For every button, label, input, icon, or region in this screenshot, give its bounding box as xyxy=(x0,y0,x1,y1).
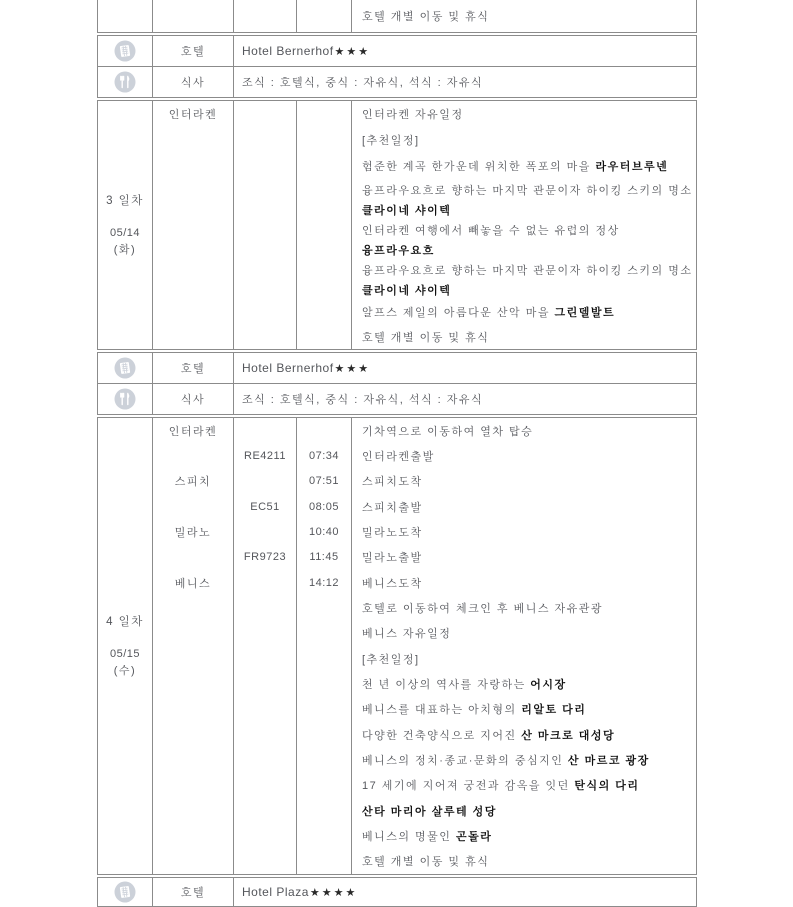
day-number: 4 일차 xyxy=(106,615,144,628)
meal-icon xyxy=(114,388,136,410)
hotel-label-cell xyxy=(153,36,234,66)
line-text: 밀라노도착 xyxy=(362,526,423,539)
meal-row xyxy=(98,67,696,97)
hotel-icon xyxy=(114,357,136,379)
location-slot xyxy=(153,101,233,127)
hotel-stars: ★★★ xyxy=(334,362,371,375)
hotel-name: Hotel Plaza xyxy=(242,885,309,899)
time-slot xyxy=(297,570,351,595)
line-bold-text: 융프라우요흐 xyxy=(362,245,435,257)
line-text: 17 세기에 지어져 궁전과 감옥을 잇던 xyxy=(362,780,575,793)
meal-label: 식사 xyxy=(180,77,206,89)
itinerary-line xyxy=(352,418,696,443)
time-column-cell xyxy=(297,0,352,32)
itinerary-line xyxy=(352,849,696,874)
meal-icon-cell xyxy=(98,384,153,414)
time-value: 10:40 xyxy=(308,525,340,538)
meal-detail-cell xyxy=(234,67,696,97)
line-text: 밀라노출발 xyxy=(362,552,423,565)
itinerary-line xyxy=(352,201,696,219)
line-text: 인터라켄출발 xyxy=(362,450,435,463)
train-code-slot xyxy=(234,418,296,443)
itinerary-line xyxy=(352,0,696,32)
time-value: 08:05 xyxy=(308,500,340,513)
day-date: 05/15 xyxy=(109,647,141,660)
meal-detail: 조식 : 호텔식, 중식 : 자유식, 석식 : 자유식 xyxy=(242,394,484,406)
location-label: 스피치 xyxy=(174,476,212,489)
itinerary-line xyxy=(352,545,696,570)
train-code-slot xyxy=(234,545,296,570)
line-text: 인터라켄 여행에서 빼놓을 수 없는 유럽의 정상 xyxy=(362,225,620,237)
line-bold-text: 산 마크로 대성당 xyxy=(521,729,616,742)
location-slot xyxy=(153,443,233,468)
day-weekday: (수) xyxy=(113,664,137,677)
itinerary-line xyxy=(352,646,696,671)
line-text: [추천일정] xyxy=(362,653,420,666)
description-column-cell xyxy=(352,101,696,349)
hotel-row xyxy=(98,878,696,906)
itinerary-line xyxy=(352,621,696,646)
location-column-cell xyxy=(153,418,234,874)
time-column-cell xyxy=(297,101,352,349)
location-column-cell xyxy=(153,101,234,349)
location-slot xyxy=(153,570,233,595)
line-text: 베니스도착 xyxy=(362,577,423,590)
line-bold-text: 산타 마리아 살루테 성당 xyxy=(362,805,497,818)
line-bold-text: 클라이네 샤이텍 xyxy=(362,285,452,297)
meal-detail: 조식 : 호텔식, 중식 : 자유식, 석식 : 자유식 xyxy=(242,77,484,89)
hotel-name-cell xyxy=(234,878,696,906)
itinerary-line-text: 호텔 개별 이동 및 휴식 xyxy=(362,11,490,23)
hotel-name-cell xyxy=(234,353,696,383)
hotel-label: 호텔 xyxy=(180,887,206,899)
meal-icon xyxy=(114,71,136,93)
description-column-cell xyxy=(352,418,696,874)
location-slot xyxy=(153,494,233,519)
train-code: RE4211 xyxy=(244,449,286,462)
time-slot xyxy=(297,545,351,570)
itinerary-line xyxy=(352,519,696,544)
itinerary-line xyxy=(352,773,696,798)
line-text: 융프라우요흐로 향하는 마지막 관문이자 하이킹 스키의 명소 xyxy=(362,185,693,197)
table-row xyxy=(98,101,696,349)
line-text: 인터라켄 자유일정 xyxy=(362,109,464,121)
itinerary-line xyxy=(352,259,696,281)
location-slot xyxy=(153,418,233,443)
table-row xyxy=(98,0,696,32)
hotel-icon-cell xyxy=(98,36,153,66)
hotel-label-cell xyxy=(153,353,234,383)
line-bold-text: 클라이네 샤이텍 xyxy=(362,205,452,217)
itinerary-line xyxy=(352,153,696,179)
time-value: 07:51 xyxy=(308,475,340,488)
time-column-cell xyxy=(297,418,352,874)
itinerary-line xyxy=(352,722,696,747)
hotel-meal-block-2 xyxy=(97,352,697,415)
itinerary-line xyxy=(352,219,696,241)
hotel-row xyxy=(98,36,696,66)
train-code: EC51 xyxy=(250,500,280,513)
line-bold-text: 곤돌라 xyxy=(456,830,493,843)
itinerary-line xyxy=(352,469,696,494)
day-number: 3 일차 xyxy=(106,194,144,207)
location-slot xyxy=(153,469,233,494)
time-value: 11:45 xyxy=(309,551,339,564)
itinerary-line xyxy=(352,127,696,153)
day4-day-cell xyxy=(98,418,153,874)
day4-section xyxy=(97,417,697,875)
hotel-label: 호텔 xyxy=(180,363,206,375)
meal-icon-cell xyxy=(98,67,153,97)
table-row xyxy=(98,418,696,874)
hotel-name-cell xyxy=(234,36,696,66)
meal-row xyxy=(98,384,696,414)
hotel-row xyxy=(98,353,696,383)
meal-detail-cell xyxy=(234,384,696,414)
line-text: 험준한 계곡 한가운데 위치한 폭포의 마을 xyxy=(362,161,596,173)
hotel-icon xyxy=(114,40,136,62)
line-text: 베니스의 정치·종교·문화의 중심지인 xyxy=(362,754,568,767)
line-text: 융프라우요흐로 향하는 마지막 관문이자 하이킹 스키의 명소 xyxy=(362,265,693,277)
line-text: 호텔 개별 이동 및 휴식 xyxy=(362,856,490,869)
line-bold-text: 그린델발트 xyxy=(554,306,616,319)
time-slot xyxy=(297,443,351,468)
train-code-slot xyxy=(234,494,296,519)
hotel-label-cell xyxy=(153,878,234,906)
itinerary-table xyxy=(97,0,697,907)
day3-day-cell xyxy=(98,101,153,349)
time-slot xyxy=(297,494,351,519)
itinerary-line xyxy=(352,324,696,349)
line-text: 베니스를 대표하는 아치형의 xyxy=(362,704,522,717)
itinerary-line xyxy=(352,570,696,595)
day-column-cell xyxy=(98,0,153,32)
line-text: 호텔로 이동하여 체크인 후 베니스 자유관광 xyxy=(362,602,604,615)
location-label: 밀라노 xyxy=(174,526,212,539)
location-column-cell xyxy=(153,0,234,32)
hotel-block-3 xyxy=(97,877,697,907)
line-text: 스피치도착 xyxy=(362,476,423,489)
line-bold-text: 어시장 xyxy=(530,678,567,691)
itinerary-line xyxy=(352,281,696,299)
itinerary-line xyxy=(352,101,696,127)
train-code-column-cell xyxy=(234,418,297,874)
train-code-column-cell xyxy=(234,0,297,32)
line-text: 다양한 건축양식으로 지어진 xyxy=(362,729,522,742)
train-code: FR9723 xyxy=(243,551,287,564)
train-code-slot xyxy=(234,570,296,595)
hotel-label: 호텔 xyxy=(180,46,206,58)
itinerary-line xyxy=(352,443,696,468)
location-label: 베니스 xyxy=(174,577,212,590)
itinerary-line xyxy=(352,798,696,823)
line-text: 호텔 개별 이동 및 휴식 xyxy=(362,331,490,344)
hotel-name: Hotel Bernerhof xyxy=(242,44,334,58)
description-column-cell xyxy=(352,0,696,32)
meal-label-cell xyxy=(153,384,234,414)
time-slot xyxy=(297,519,351,544)
line-text: 천 년 이상의 역사를 자랑하는 xyxy=(362,678,531,691)
itinerary-line xyxy=(352,241,696,259)
itinerary-line xyxy=(352,671,696,696)
hotel-stars: ★★★ xyxy=(334,45,371,58)
meal-label: 식사 xyxy=(180,394,206,406)
line-bold-text: 라우터브루넨 xyxy=(595,161,669,173)
line-bold-text: 탄식의 다리 xyxy=(574,780,640,793)
line-bold-text: 산 마르코 광장 xyxy=(567,754,650,767)
train-code-column-cell xyxy=(234,101,297,349)
hotel-icon xyxy=(114,881,136,903)
line-text: 알프스 제일의 아름다운 산악 마을 xyxy=(362,306,555,319)
itinerary-line xyxy=(352,747,696,772)
line-text: [추천일정] xyxy=(362,135,420,147)
train-code-slot xyxy=(234,519,296,544)
itinerary-line xyxy=(352,299,696,324)
itinerary-line xyxy=(352,494,696,519)
day3-section xyxy=(97,100,697,350)
line-text: 베니스의 명물인 xyxy=(362,830,456,843)
location-label: 인터라켄 xyxy=(168,109,218,121)
train-code-slot xyxy=(234,443,296,468)
location-slot xyxy=(153,519,233,544)
time-slot xyxy=(297,418,351,443)
hotel-stars: ★★★★ xyxy=(309,886,358,899)
location-label: 인터라켄 xyxy=(168,425,218,438)
meal-label-cell xyxy=(153,67,234,97)
line-text: 베니스 자유일정 xyxy=(362,628,452,641)
itinerary-line xyxy=(352,595,696,620)
day-date: 05/14 xyxy=(109,226,141,239)
day-weekday: (화) xyxy=(113,243,137,256)
train-code-slot xyxy=(234,469,296,494)
itinerary-line xyxy=(352,697,696,722)
itinerary-line xyxy=(352,179,696,201)
hotel-meal-block-1 xyxy=(97,35,697,98)
hotel-name: Hotel Bernerhof xyxy=(242,361,334,375)
time-value: 07:34 xyxy=(308,449,340,462)
line-text: 기차역으로 이동하여 열차 탑승 xyxy=(362,425,534,438)
hotel-icon-cell xyxy=(98,878,153,906)
itinerary-line xyxy=(352,823,696,848)
location-slot xyxy=(153,545,233,570)
line-bold-text: 리알토 다리 xyxy=(521,704,587,717)
time-value: 14:12 xyxy=(308,576,340,589)
time-slot xyxy=(297,469,351,494)
hotel-icon-cell xyxy=(98,353,153,383)
line-text: 스피치출발 xyxy=(362,501,423,514)
day2-tail-section xyxy=(97,0,697,33)
